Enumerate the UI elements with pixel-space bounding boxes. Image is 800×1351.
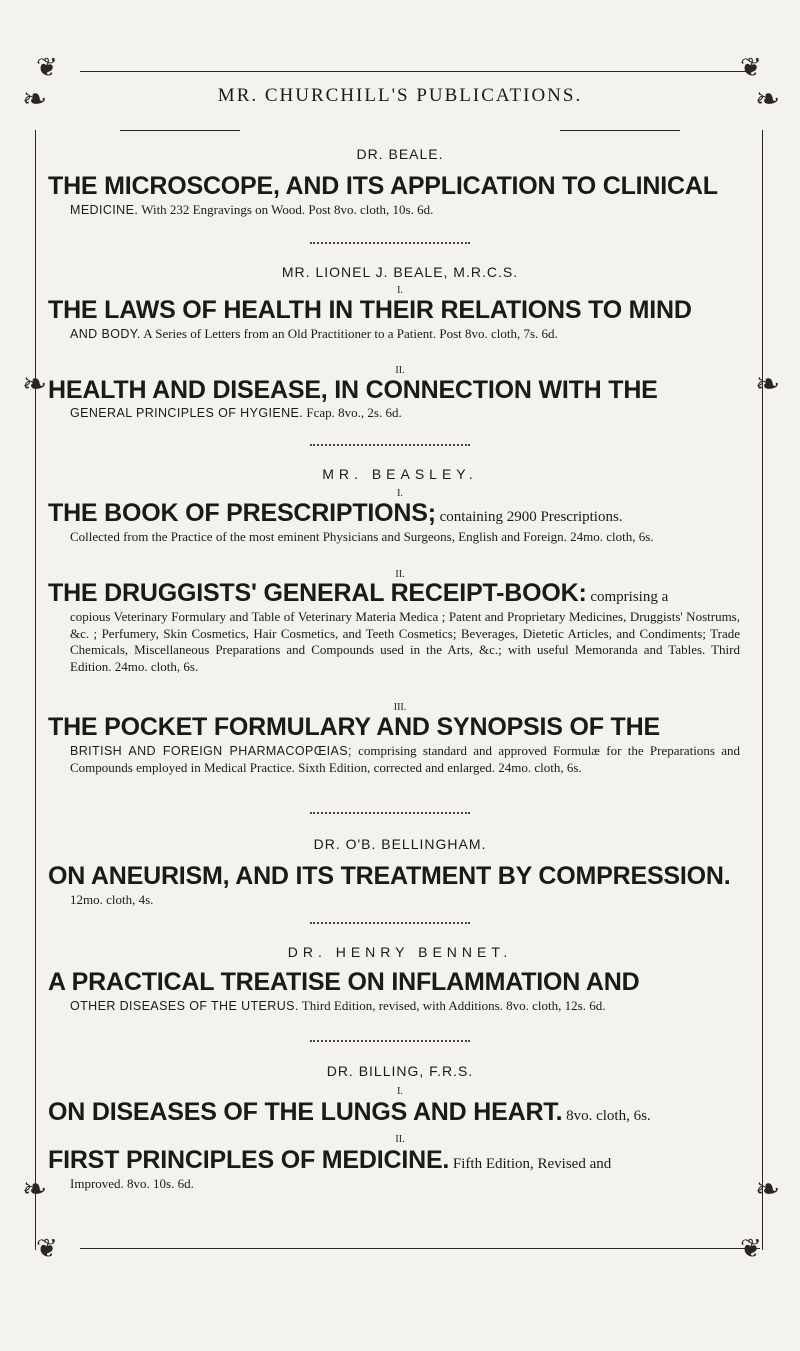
- book-description: Collected from the Practice of the most eminent Physicians and Surgeons, English and Foreign. 24mo. cloth, 6s.: [70, 529, 654, 544]
- section-divider: [310, 1040, 470, 1045]
- book-title: THE DRUGGISTS' GENERAL RECEIPT-BOOK: comprising a: [48, 579, 669, 607]
- entry-numeral: I.: [397, 1086, 403, 1097]
- side-ornament-icon: ❧: [22, 367, 48, 402]
- book-description: copious Veterinary Formulary and Table of Veterinary Materia Medica ; Patent and Proprietary Medicines, Druggists' Nostrums, &c. ; Perfumery, Skin Cosmetics, Hair Cosmetics, and Teeth Cosmetics; Beverages, Dietetic Articles, and Condiments; Trade Chemicals, Miscellaneous Preparations and Compounds used in the Arts, &c.; with useful Memoranda and Tables. Third Edition. 24mo. cloth, 6s.: [70, 609, 740, 674]
- book-title: HEALTH AND DISEASE, IN CONNECTION WITH THE: [48, 376, 658, 404]
- entry-numeral: II.: [395, 365, 405, 376]
- entry-numeral: II.: [395, 1134, 405, 1145]
- side-ornament-icon: ❧: [755, 1172, 781, 1207]
- bottom-rule: [80, 1248, 760, 1249]
- section-divider: [310, 922, 470, 927]
- book-title: FIRST PRINCIPLES OF MEDICINE. Fifth Edition, Revised and: [48, 1146, 612, 1174]
- book-title: THE POCKET FORMULARY AND SYNOPSIS OF THE: [48, 713, 660, 741]
- corner-ornament-icon: ❦: [36, 1234, 58, 1264]
- corner-ornament-icon: ❦: [36, 53, 58, 83]
- book-title: A PRACTICAL TREATISE ON INFLAMMATION AND: [48, 968, 640, 996]
- book-title: ON DISEASES OF THE LUNGS AND HEART. 8vo. cloth, 6s.: [48, 1098, 651, 1126]
- book-description: GENERAL PRINCIPLES OF HYGIENE. Fcap. 8vo., 2s. 6d.: [70, 405, 402, 420]
- book-title: THE MICROSCOPE, AND ITS APPLICATION TO CLINICAL: [48, 172, 718, 200]
- header-rule-left: [120, 130, 240, 131]
- author-heading: DR. O'B. BELLINGHAM.: [313, 836, 487, 852]
- right-border: [762, 130, 763, 1250]
- section-divider: [310, 242, 470, 247]
- corner-ornament-icon: ❦: [740, 1234, 762, 1264]
- book-title: ON ANEURISM, AND ITS TREATMENT BY COMPRESSION.: [48, 862, 731, 890]
- page-header-title: MR. CHURCHILL'S PUBLICATIONS.: [217, 85, 583, 106]
- book-title: THE LAWS OF HEALTH IN THEIR RELATIONS TO MIND: [48, 296, 692, 324]
- side-ornament-icon: ❧: [755, 367, 781, 402]
- book-description: Improved. 8vo. 10s. 6d.: [70, 1176, 194, 1191]
- author-heading: DR. HENRY BENNET.: [287, 944, 513, 960]
- book-description: OTHER DISEASES OF THE UTERUS. Third Edition, revised, with Additions. 8vo. cloth, 12s. 6d.: [70, 998, 606, 1013]
- book-description: AND BODY. A Series of Letters from an Old Practitioner to a Patient. Post 8vo. cloth, 7s. 6d.: [70, 326, 558, 341]
- left-border: [35, 130, 36, 1250]
- header-rule-right: [560, 130, 680, 131]
- section-divider: [310, 444, 470, 449]
- section-divider: [310, 812, 470, 817]
- entry-numeral: I.: [397, 285, 403, 296]
- side-ornament-icon: ❧: [22, 1172, 48, 1207]
- side-ornament-icon: ❧: [22, 82, 48, 117]
- author-heading: MR. LIONEL J. BEALE, M.R.C.S.: [281, 264, 519, 280]
- top-rule: [80, 71, 752, 72]
- author-heading: DR. BEALE.: [356, 146, 444, 162]
- side-ornament-icon: ❧: [755, 82, 781, 117]
- corner-ornament-icon: ❦: [740, 53, 762, 83]
- entry-numeral: III.: [393, 702, 407, 713]
- author-heading: DR. BILLING, F.R.S.: [326, 1063, 474, 1079]
- book-title: THE BOOK OF PRESCRIPTIONS; containing 2900 Prescriptions.: [48, 499, 623, 527]
- book-description: BRITISH AND FOREIGN PHARMACOPŒIAS; comprising standard and approved Formulæ for the Preparations and Compounds employed in Medical Practice. Sixth Edition, corrected and enlarged. 24mo. cloth, 6s.: [70, 743, 740, 775]
- entry-numeral: I.: [397, 488, 403, 499]
- book-description: MEDICINE. With 232 Engravings on Wood. Post 8vo. cloth, 10s. 6d.: [70, 202, 434, 217]
- author-heading: MR. BEASLEY.: [322, 466, 478, 482]
- book-description: 12mo. cloth, 4s.: [70, 892, 154, 907]
- entry-numeral: II.: [395, 569, 405, 580]
